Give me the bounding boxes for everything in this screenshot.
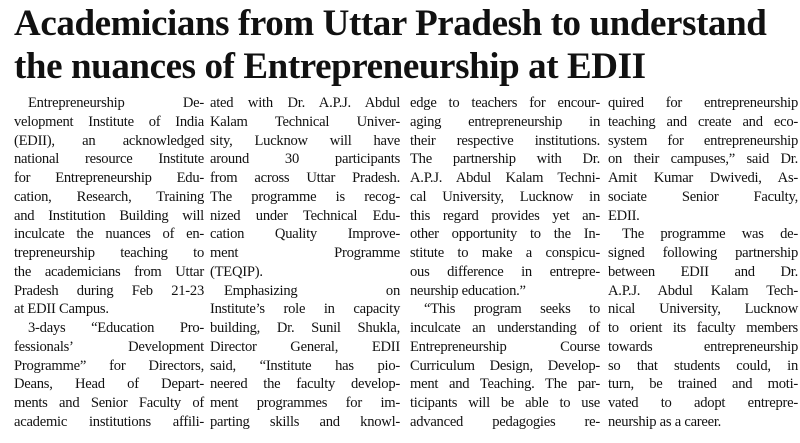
text-line: their respective institutions. [410, 132, 600, 149]
text-line: nized under Technical Edu- [210, 207, 400, 224]
text-line: Entrepreneurship Course [410, 338, 600, 355]
text-line: sociate Senior Faculty, [608, 188, 798, 205]
text-line: inculcate an understanding of [410, 320, 600, 336]
text-line: other opportunity to the In- [410, 226, 600, 243]
text-line: said, “Institute has pio- [210, 357, 400, 374]
text-line: ous difference in entrepre- [410, 263, 600, 280]
text-line: quired for entrepreneurship [608, 95, 798, 111]
text-line: academic institutions affili- [14, 413, 204, 430]
text-line: Deans, Head of Depart- [14, 376, 204, 393]
text-line: nical University, Lucknow [608, 301, 798, 318]
text-line: at EDII Campus. [14, 301, 109, 318]
text-line: Entrepreneurship De- [28, 95, 204, 111]
text-line: system for entrepreneurship [608, 132, 798, 149]
text-line: ated with Dr. A.P.J. Abdul [210, 95, 400, 111]
text-line: 3-days “Education Pro- [28, 320, 204, 336]
text-line: stitute to make a conspicu- [410, 245, 600, 261]
article-column-1 [14, 94, 204, 432]
text-line: ment programmes for im- [210, 395, 400, 411]
text-line: between EDII and Dr. [608, 263, 798, 280]
text-line: (TEQIP). [210, 263, 263, 280]
text-line: “This program seeks to [424, 301, 600, 318]
article-column-3 [410, 94, 600, 432]
text-line: neered the faculty develop- [210, 376, 400, 393]
text-line: building, Dr. Sunil Shukla, [210, 320, 400, 336]
text-line: velopment Institute of India [14, 113, 204, 130]
text-line: fessionals’ Development [14, 338, 204, 355]
text-line: ment Programme [210, 245, 400, 261]
text-line: The partnership with Dr. [410, 151, 600, 168]
text-line: aging entrepreneurship in [410, 113, 600, 130]
text-line: national resource Institute [14, 151, 204, 168]
text-line: and Institution Building will [14, 207, 204, 224]
text-line: inculcate the nuances of en- [14, 226, 204, 243]
headline-line-2: the nuances of Entrepreneurship at EDII [14, 46, 646, 87]
text-line: turn, be trained and moti- [608, 376, 798, 393]
article-headline [14, 2, 794, 88]
text-line: signed following partnership [608, 245, 798, 261]
text-line: neurship as a career. [608, 413, 722, 430]
text-line: EDII. [608, 207, 640, 224]
text-line: parting skills and knowl- [210, 413, 400, 430]
text-line: Institute’s role in capacity [210, 301, 400, 318]
text-line: cal University, Lucknow in [410, 188, 600, 205]
text-line: ments and Senior Faculty of [14, 395, 204, 411]
text-line: cation, Research, Training [14, 188, 204, 205]
text-line: The programme was de- [622, 226, 798, 243]
text-line: Emphasizing on [224, 282, 400, 299]
text-line: (EDII), an acknowledged [14, 132, 204, 149]
text-line: to orient its faculty members [608, 320, 798, 336]
text-line: The programme is recog- [210, 188, 400, 205]
text-line: ment and Teaching. The par- [410, 376, 600, 393]
text-line: trepreneurship teaching to [14, 245, 204, 261]
article-column-2 [210, 94, 400, 432]
text-line: cation Quality Improve- [210, 226, 400, 243]
text-line: vated to adopt entrepre- [608, 395, 798, 411]
text-line: Amit Kumar Dwivedi, As- [608, 170, 798, 186]
text-line: advanced pedagogies re- [410, 413, 600, 430]
text-line: Programme” for Directors, [14, 357, 204, 374]
text-line: towards entrepreneurship [608, 338, 798, 355]
text-line: edge to teachers for encour- [410, 95, 600, 111]
text-line: Pradesh during Feb 21-23 [14, 282, 204, 299]
text-line: neurship education.” [410, 282, 526, 299]
text-line: teaching and create and eco- [608, 113, 798, 130]
text-line: Curriculum Design, Develop- [410, 357, 600, 374]
text-line: so that students could, in [608, 357, 798, 374]
text-line: Director General, EDII [210, 338, 400, 355]
text-line: the academicians from Uttar [14, 263, 204, 280]
text-line: this regard provides yet an- [410, 207, 600, 224]
text-line: on their campuses,” said Dr. [608, 151, 798, 168]
article-column-4 [608, 94, 798, 432]
article-body [14, 94, 798, 439]
text-line: around 30 participants [210, 151, 400, 168]
headline-line-1: Academicians from Uttar Pradesh to understand [14, 3, 767, 44]
text-line: from across Uttar Pradesh. [210, 170, 400, 186]
text-line: A.P.J. Abdul Kalam Tech- [608, 282, 798, 299]
text-line: sity, Lucknow will have [210, 132, 400, 149]
text-line: A.P.J. Abdul Kalam Techni- [410, 170, 600, 186]
text-line: for Entrepreneurship Edu- [14, 170, 204, 186]
text-line: Kalam Technical Univer- [210, 113, 400, 130]
text-line: ticipants will be able to use [410, 395, 600, 411]
